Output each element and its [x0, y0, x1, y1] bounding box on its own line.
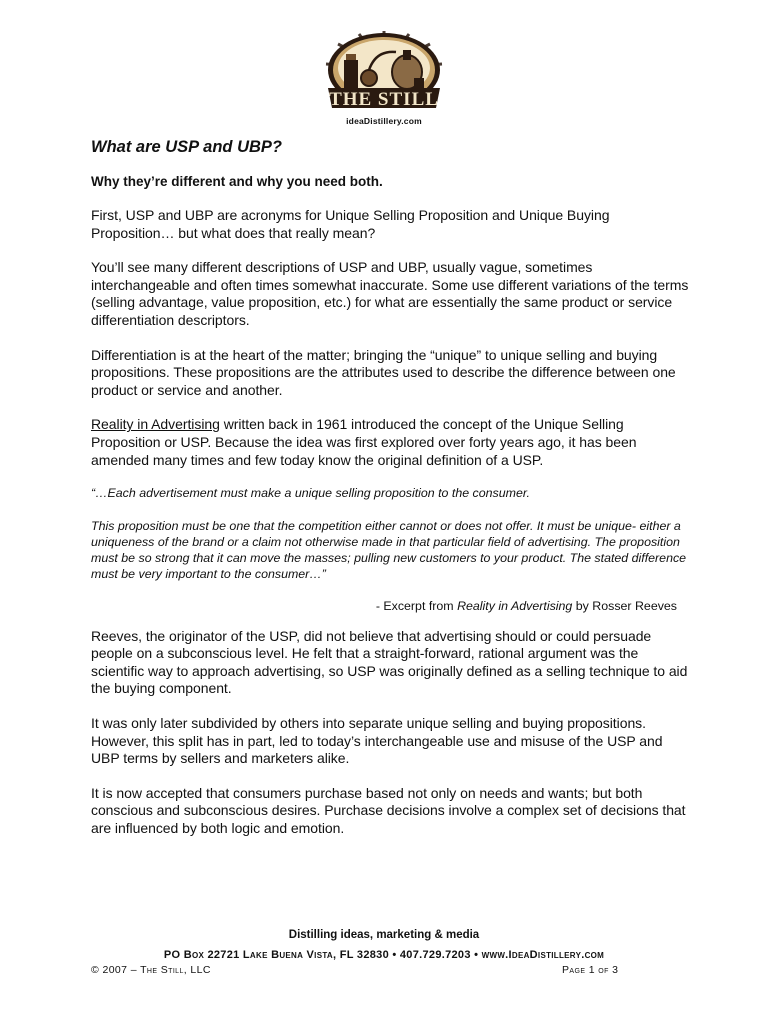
article-body [91, 137, 691, 838]
page-title: What are USP and UBP? [91, 138, 282, 156]
paragraph-subdivided: It was only later subdivided by others into separate unique selling and buying propositions. However, this split has in part, led to today’s interchangeable use and misuse of the USP and UBP terms by sellers and marketers alike. [91, 715, 663, 767]
attribution-prefix: - Excerpt from [375, 598, 458, 613]
logo-subtitle: ideaDistillery.com [346, 116, 422, 126]
footer-copyright: © 2007 – The Still, LLC [91, 964, 211, 976]
paragraph-descriptions: You’ll see many different descriptions of USP and UBP, usually vague, sometimes interchangeable and often times somewhat inaccurate. Some use different variations of the terms (selling advantage, value proposition, etc.) for what are essentially the same product or service differentiation descriptors. [91, 259, 689, 328]
page-subtitle: Why they’re different and why you need both. [91, 174, 383, 189]
quote-body: This proposition must be one that the competition either cannot or does not offer. It must be unique- either a uniqueness of the brand or a claim not otherwise made in that particular field of advertising. The proposition must be so strong that it can move the masses; pulling new customers to your product. The stated difference must be very important to the consumer…” [91, 519, 687, 581]
footer-tagline: Distilling ideas, marketing & media [288, 929, 480, 941]
paragraph-consumers: It is now accepted that consumers purchase based not only on needs and wants; but both conscious and subconscious desires. Purchase decisions involve a complex set of decisions that are influenced by both logic and emotion. [91, 784, 686, 836]
paragraph-acronyms: First, USP and UBP are acronyms for Unique Selling Proposition and Unique Buying Proposition… but what does that really mean? [91, 207, 610, 241]
logo-wordmark: THE STILL [329, 89, 439, 110]
attribution-suffix: by Rosser Reeves [572, 598, 677, 613]
footer-address: PO Box 22721 Lake Buena Vista, FL 32830 • 407.729.7203 • www.IdeaDistillery.com [163, 949, 605, 961]
still-logo-graphic [314, 30, 454, 118]
quote-attribution [91, 598, 677, 614]
quote-line-1: “…Each advertisement must make a unique selling proposition to the consumer. [91, 486, 530, 501]
paragraph-differentiation: Differentiation is at the heart of the matter; bringing the “unique” to unique selling and buying propositions. These propositions are the attributes used to describe the difference between one product or service and another. [91, 346, 676, 398]
the-still-logo [314, 30, 454, 132]
paragraph-reality-in-advertising [91, 416, 691, 469]
book-title-link: Reality in Advertising [91, 416, 220, 433]
footer-page-number: Page 1 of 3 [562, 964, 619, 976]
paragraph-reality-text: written back in 1961 introduced the concept of the Unique Selling Proposition or USP. Because the idea was first explored over forty years ago, it has been amended many times and few today know the original definition of a USP. [91, 416, 637, 468]
paragraph-reeves: Reeves, the originator of the USP, did not believe that advertising should or could persuade people on a subconscious level. He felt that a straight-forward, rational argument was the scientific way to approach advertising, so USP was originally defined as a selling technique to aid the buying component. [91, 627, 688, 697]
attribution-title: Reality in Advertising [457, 598, 573, 613]
